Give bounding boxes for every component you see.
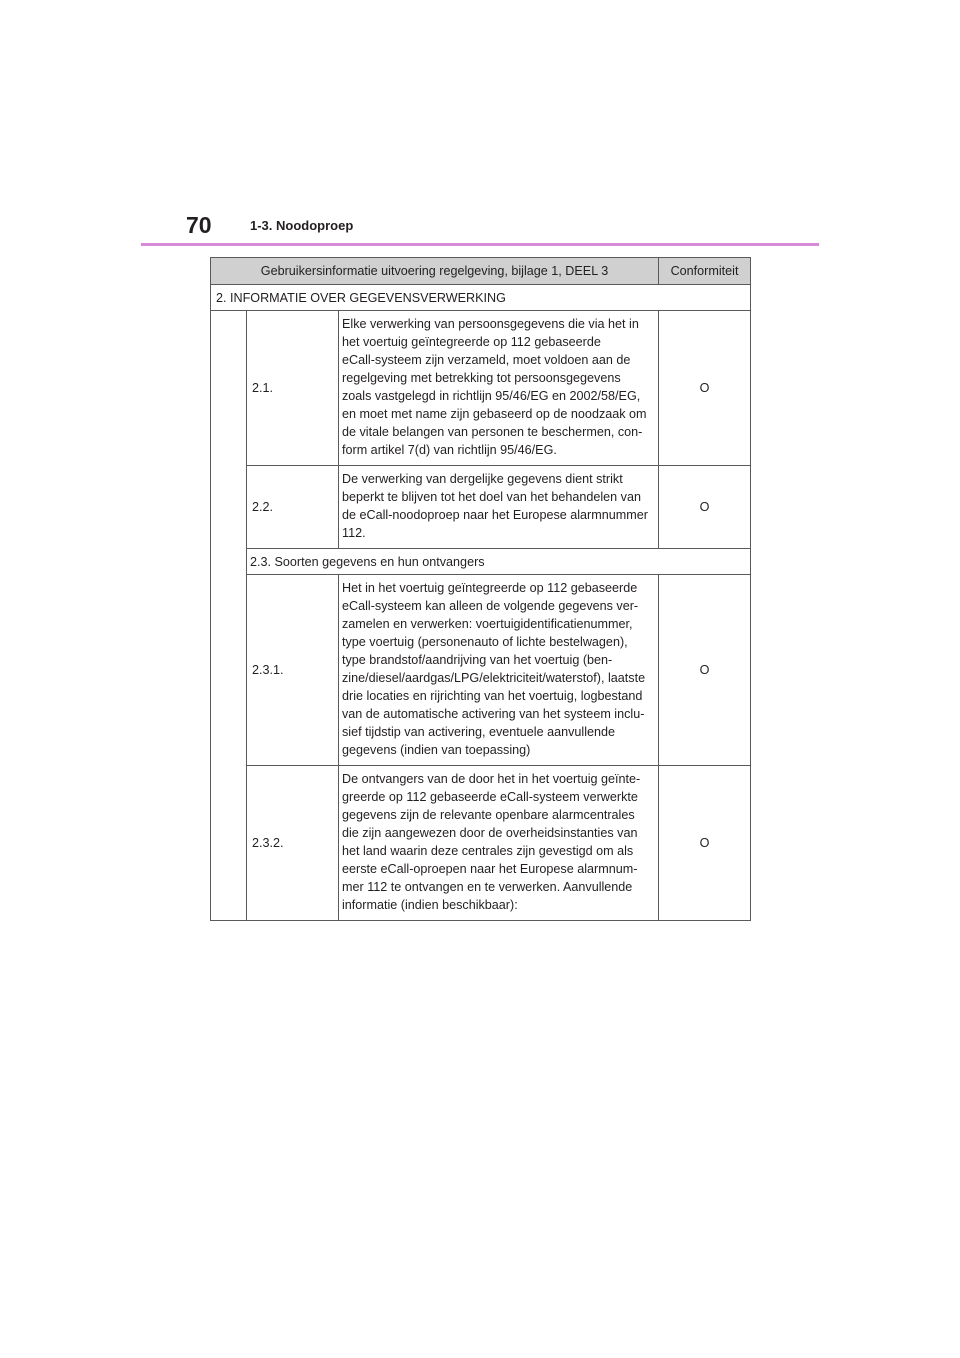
text-line: eCall-systeem kan alleen de volgende gegevens ver- [342,599,639,613]
text-line: informatie (indien beschikbaar): [342,898,518,912]
section-row [211,285,751,311]
table-row [211,766,751,921]
row-number: 2.3.2. [247,766,339,921]
text-line: gegevens zijn de relevante openbare alarmcentrales [342,808,635,822]
table-row [211,311,751,466]
column-header-conformity: Conformiteit [659,258,751,285]
text-line: het land waarin deze centrales zijn gevestigd om als [342,844,634,858]
text-line: mer 112 te ontvangen en te verwerken. Aanvullende [342,880,633,894]
text-line: de vitale belangen van personen te beschermen, con- [342,425,643,439]
row-text [339,311,659,466]
row-number: 2.3.1. [247,575,339,766]
text-line: die zijn aangewezen door de overheidsinstanties van [342,826,638,840]
section-title: 1-3. Noodoproep [250,218,354,233]
row-text [339,466,659,549]
text-line: 112. [342,526,366,540]
text-line: zine/diesel/aardgas/LPG/elektriciteit/waterstof), laatste [342,671,646,685]
text-line: greerde op 112 gebaseerde eCall-systeem verwerkte [342,790,638,804]
text-line: het voertuig geïntegreerde op 112 gebaseerde [342,335,601,349]
text-line: gegevens (indien van toepassing) [342,743,531,757]
table-row [211,575,751,766]
text-line: en moet met name zijn gebaseerd op de noodzaak om [342,407,647,421]
indent-cell [211,311,247,921]
text-line: drie locaties en rijrichting van het voertuig, logbestand [342,689,643,703]
header-rule [141,243,819,246]
text-line: zamelen en verwerken: voertuigidentificatienummer, [342,617,633,631]
text-line: form artikel 7(d) van richtlijn 95/46/EG. [342,443,557,457]
row-conformity: O [659,311,751,466]
text-line: eCall-systeem zijn verzameld, moet voldoen aan de [342,353,631,367]
text-line: eerste eCall-oproepen naar het Europese alarmnum- [342,862,638,876]
text-line: de eCall-noodoproep naar het Europese alarmnummer [342,508,648,522]
regulation-table [210,257,751,921]
row-text [339,766,659,921]
row-conformity: O [659,766,751,921]
text-line: De ontvangers van de door het in het voertuig geïnte- [342,772,641,786]
row-text [339,575,659,766]
text-line: regelgeving met betrekking tot persoonsgegevens [342,371,621,385]
table-header-row [211,258,751,285]
text-line: van de automatische activering van het systeem inclu- [342,707,645,721]
subsection-heading: 2.3. Soorten gegevens en hun ontvangers [247,549,751,575]
row-number: 2.1. [247,311,339,466]
text-line: Het in het voertuig geïntegreerde op 112 gebaseerde [342,581,638,595]
subsection-row [211,549,751,575]
page-number: 70 [186,212,212,238]
text-line: sief tijdstip van activering, eventuele aanvullende [342,725,616,739]
text-line: De verwerking van dergelijke gegevens dient strikt [342,472,623,486]
text-line: type brandstof/aandrijving van het voertuig (ben- [342,653,613,667]
row-conformity: O [659,466,751,549]
row-number: 2.2. [247,466,339,549]
table-row [211,466,751,549]
text-line: type voertuig (personenauto of lichte bestelwagen), [342,635,628,649]
text-line: beperkt te blijven tot het doel van het behandelen van [342,490,641,504]
text-line: Elke verwerking van persoonsgegevens die via het in [342,317,639,331]
section-heading: 2. INFORMATIE OVER GEGEVENSVERWERKING [211,285,751,311]
row-conformity: O [659,575,751,766]
text-line: zoals vastgelegd in richtlijn 95/46/EG en 2002/58/EG, [342,389,641,403]
column-header-info: Gebruikersinformatie uitvoering regelgeving, bijlage 1, DEEL 3 [211,258,659,285]
